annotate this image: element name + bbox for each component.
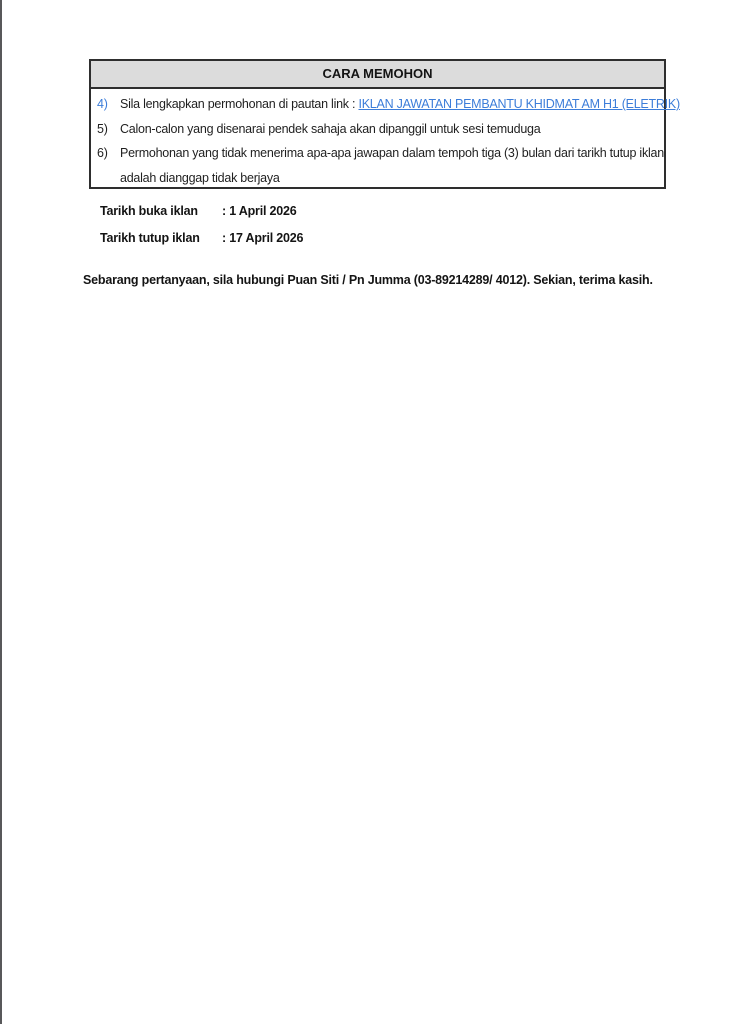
item-text-prefix: Sila lengkapkan permohonan di pautan link : bbox=[120, 97, 359, 111]
item-text bbox=[120, 92, 680, 117]
box-item-list bbox=[91, 89, 680, 190]
page-edge-line bbox=[0, 0, 2, 1024]
list-item-5 bbox=[97, 117, 658, 142]
item-text-line-1: Permohonan yang tidak menerima apa-apa jawapan dalam tempoh tiga (3) bulan dari tarikh tutup iklan bbox=[120, 146, 664, 160]
item-number: 4) bbox=[97, 97, 108, 111]
date-open-value: : 1 April 2026 bbox=[222, 204, 297, 218]
date-close-label: Tarikh tutup iklan bbox=[100, 231, 200, 245]
date-close-value: : 17 April 2026 bbox=[222, 231, 304, 245]
item-number: 5) bbox=[97, 121, 108, 136]
date-open-label: Tarikh buka iklan bbox=[100, 204, 198, 218]
list-item-4 bbox=[97, 92, 680, 117]
cara-memohon-box bbox=[89, 59, 680, 189]
list-item-6 bbox=[97, 141, 664, 190]
item-number: 6) bbox=[97, 146, 108, 160]
dates-block bbox=[100, 203, 303, 257]
date-close-row bbox=[100, 230, 303, 246]
date-open-row bbox=[100, 203, 303, 219]
item-text-line-2: adalah dianggap tidak berjaya bbox=[120, 170, 280, 185]
item-text bbox=[120, 141, 664, 190]
contact-note: Sebarang pertanyaan, sila hubungi Puan Siti / Pn Jumma (03-89214289/ 4012). Sekian, terima kasih. bbox=[83, 273, 653, 287]
box-header-title: CARA MEMOHON bbox=[91, 61, 664, 89]
job-ad-link[interactable]: IKLAN JAWATAN PEMBANTU KHIDMAT AM H1 (ELETRIK) bbox=[358, 97, 680, 111]
item-text: Calon-calon yang disenarai pendek sahaja akan dipanggil untuk sesi temuduga bbox=[120, 121, 541, 136]
